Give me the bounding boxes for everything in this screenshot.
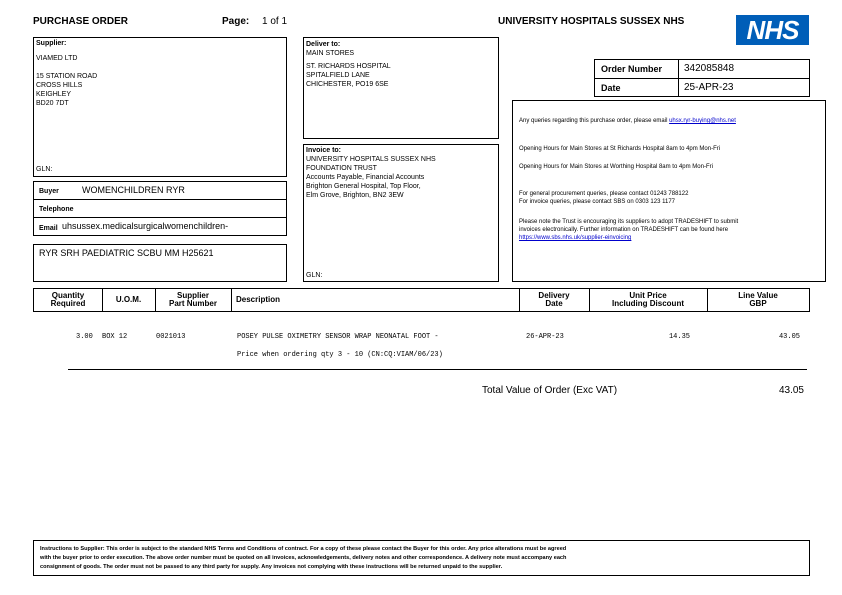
reference-text: RYR SRH PAEDIATRIC SCBU MM H25621 [39, 248, 214, 258]
telephone-label: Telephone [39, 206, 74, 213]
row-uom: BOX 12 [102, 333, 128, 341]
hours-worthing: Opening Hours for Main Stores at Worthing Hospital 8am to 4pm Mon-Fri [519, 164, 713, 170]
col-line-value: Line Value GBP [738, 291, 778, 308]
doc-title: PURCHASE ORDER [33, 16, 129, 27]
col-description: Description [236, 295, 281, 304]
invoice-address: UNIVERSITY HOSPITALS SUSSEX NHS FOUNDATION TRUST Accounts Payable, Financial Accounts Brighton General Hospital, Top Floor, Elm Grove, Brighton, BN2 3EW [306, 156, 436, 199]
order-date-label: Date [601, 83, 621, 93]
reference-box [33, 244, 287, 282]
invoice-box [303, 144, 499, 282]
org-name: UNIVERSITY HOSPITALS SUSSEX NHS [498, 16, 685, 27]
deliver-address: MAIN STORES ST. RICHARDS HOSPITAL SPITALFIELD LANE CHICHESTER, PO19 6SE [306, 50, 391, 88]
deliver-label: Deliver to: [306, 41, 341, 48]
buyer-box [33, 181, 287, 236]
row-qty: 3.00 [76, 333, 93, 341]
tradeshift-line-2: invoices electronically. Further information on TRADESHIFT can be found here [519, 227, 729, 233]
supplier-label: Supplier: [36, 40, 67, 47]
order-box [594, 59, 810, 97]
table-row [0, 328, 842, 368]
order-number-value: 342085848 [684, 63, 735, 74]
col-part-number: Supplier Part Number [168, 291, 217, 308]
instructions-box [33, 540, 810, 576]
table-header [33, 288, 810, 312]
row-price-note: Price when ordering qty 3 - 10 (CN:CQ:VIAM/06/23) [237, 351, 443, 359]
row-divider [68, 369, 807, 370]
instructions-text: Instructions to Supplier: This order is subject to the standard NHS Terms and Conditions of contract. For a copy of these please contact the Buyer for this order. Any price alterations must be agreed with the buyer prior to order execution. The above order number must be quoted on all invoices, acknowledgements, delivery notes and other correspondence. A delivery note must accompany each consignment of goods. The order must not be passed to any third party for supply. Any invoices not complying with these instructions will be returned unpaid to the supplier. [40, 546, 567, 570]
hours-richards: Opening Hours for Main Stores at St Richards Hospital 8am to 4pm Mon-Fri [519, 146, 721, 152]
order-date-value: 25-APR-23 [684, 82, 734, 93]
email-label: Email [39, 225, 58, 232]
invoice-gln-label: GLN: [306, 272, 323, 279]
total-value: 43.05 [778, 385, 804, 396]
invoice-queries: For invoice queries, please contact SBS on 0303 123 1177 [519, 199, 675, 205]
row-delivery: 26-APR-23 [526, 333, 564, 341]
supplier-address: VIAMED LTD 15 STATION ROAD CROSS HILLS KEIGHLEY BD20 7DT [36, 55, 98, 107]
deliver-box [303, 37, 499, 139]
total-label: Total Value of Order (Exc VAT) [482, 385, 618, 396]
col-quantity: Quantity Required [50, 291, 86, 308]
supplier-gln-label: GLN: [36, 166, 53, 173]
nhs-logo: NHS [736, 15, 809, 45]
info-box [512, 100, 826, 282]
buyer-label: Buyer [39, 188, 59, 195]
row-part: 0021013 [156, 333, 186, 341]
queries-line: Any queries regarding this purchase order, please email uhsx.ryr-buying@nhs.net [519, 118, 736, 124]
tradeshift-link[interactable]: https://www.sbs.nhs.uk/supplier-einvoicing [519, 235, 632, 241]
queries-email-link[interactable]: uhsx.ryr-buying@nhs.net [669, 118, 736, 124]
email-value: uhsussex.medicalsurgicalwomenchildren- [62, 221, 229, 231]
buyer-value: WOMENCHILDREN RYR [82, 185, 185, 195]
row-unit-price: 14.35 [668, 333, 690, 341]
order-number-label: Order Number [601, 64, 663, 74]
col-unit-price: Unit Price Including Discount [612, 291, 684, 308]
col-uom: U.O.M. [115, 295, 142, 304]
procurement-queries: For general procurement queries, please contact 01243 788122 [519, 191, 689, 197]
invoice-label: Invoice to: [306, 147, 342, 154]
page-value: 1 of 1 [262, 16, 288, 27]
page-label: Page: [222, 16, 250, 27]
supplier-box [33, 37, 287, 177]
row-description: POSEY PULSE OXIMETRY SENSOR WRAP NEONATAL FOOT - [237, 333, 439, 341]
col-delivery-date: Delivery Date [538, 291, 570, 308]
row-line-value: 43.05 [778, 333, 800, 341]
tradeshift-line-1: Please note the Trust is encouraging its suppliers to adopt TRADESHIFT to submit [519, 219, 739, 225]
